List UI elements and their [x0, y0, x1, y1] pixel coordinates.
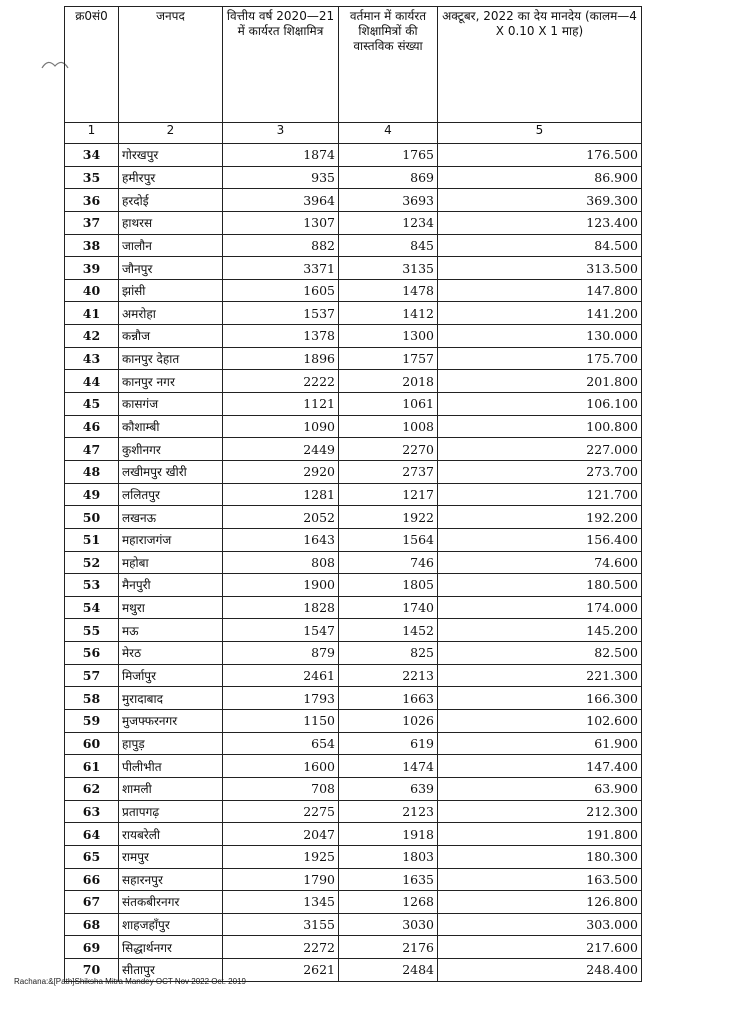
serial-number-cell: 64 — [65, 823, 119, 846]
payable-amount-cell: 145.200 — [438, 619, 642, 642]
table-row — [65, 325, 642, 348]
fy-teachers-cell: 3155 — [223, 913, 339, 936]
serial-number-cell: 45 — [65, 393, 119, 416]
serial-number-cell: 55 — [65, 619, 119, 642]
table-row — [65, 574, 642, 597]
serial-number-cell: 70 — [65, 959, 119, 982]
serial-number-cell: 41 — [65, 302, 119, 325]
fy-teachers-cell: 1600 — [223, 755, 339, 778]
district-cell: कौशाम्बी — [119, 415, 223, 438]
district-cell: कासगंज — [119, 393, 223, 416]
actual-teachers-cell: 1740 — [339, 596, 438, 619]
table-row — [65, 189, 642, 212]
payable-amount-cell: 273.700 — [438, 460, 642, 483]
district-cell: हमीरपुर — [119, 166, 223, 189]
table-row — [65, 415, 642, 438]
fy-teachers-cell: 1547 — [223, 619, 339, 642]
serial-number-cell: 57 — [65, 664, 119, 687]
header-fy-teachers: वित्तीय वर्ष 2020—21 में कार्यरत शिक्षामित्र — [223, 7, 339, 123]
fy-teachers-cell: 808 — [223, 551, 339, 574]
serial-number-cell: 35 — [65, 166, 119, 189]
column-number-row — [65, 123, 642, 144]
fy-teachers-cell: 1090 — [223, 415, 339, 438]
district-cell: प्रतापगढ़ — [119, 800, 223, 823]
table-row — [65, 845, 642, 868]
actual-teachers-cell: 1217 — [339, 483, 438, 506]
actual-teachers-cell: 1026 — [339, 710, 438, 733]
fy-teachers-cell: 708 — [223, 777, 339, 800]
payable-amount-cell: 63.900 — [438, 777, 642, 800]
actual-teachers-cell: 1922 — [339, 506, 438, 529]
payable-amount-cell: 180.300 — [438, 845, 642, 868]
fy-teachers-cell: 1925 — [223, 845, 339, 868]
fy-teachers-cell: 2275 — [223, 800, 339, 823]
payable-amount-cell: 212.300 — [438, 800, 642, 823]
district-cell: रामपुर — [119, 845, 223, 868]
payable-amount-cell: 141.200 — [438, 302, 642, 325]
payable-amount-cell: 163.500 — [438, 868, 642, 891]
serial-number-cell: 38 — [65, 234, 119, 257]
payable-amount-cell: 82.500 — [438, 642, 642, 665]
actual-teachers-cell: 1757 — [339, 347, 438, 370]
fy-teachers-cell: 935 — [223, 166, 339, 189]
serial-number-cell: 53 — [65, 574, 119, 597]
actual-teachers-cell: 1478 — [339, 279, 438, 302]
fy-teachers-cell: 1378 — [223, 325, 339, 348]
table-row — [65, 823, 642, 846]
district-cell: जालौन — [119, 234, 223, 257]
district-cell: लखनऊ — [119, 506, 223, 529]
table-row — [65, 528, 642, 551]
district-cell: शाहजहाँपुर — [119, 913, 223, 936]
payable-amount-cell: 248.400 — [438, 959, 642, 982]
actual-teachers-cell: 1234 — [339, 211, 438, 234]
payable-amount-cell: 100.800 — [438, 415, 642, 438]
district-cell: सीतापुर — [119, 959, 223, 982]
serial-number-cell: 61 — [65, 755, 119, 778]
payable-amount-cell: 191.800 — [438, 823, 642, 846]
district-cell: झांसी — [119, 279, 223, 302]
actual-teachers-cell: 1564 — [339, 528, 438, 551]
table-row — [65, 913, 642, 936]
district-cell: हाथरस — [119, 211, 223, 234]
fy-teachers-cell: 2920 — [223, 460, 339, 483]
table-row — [65, 370, 642, 393]
serial-number-cell: 65 — [65, 845, 119, 868]
payable-amount-cell: 217.600 — [438, 936, 642, 959]
actual-teachers-cell: 1008 — [339, 415, 438, 438]
fy-teachers-cell: 2621 — [223, 959, 339, 982]
table-row — [65, 596, 642, 619]
serial-number-cell: 56 — [65, 642, 119, 665]
fy-teachers-cell: 1828 — [223, 596, 339, 619]
serial-number-cell: 46 — [65, 415, 119, 438]
fy-teachers-cell: 3371 — [223, 257, 339, 280]
fy-teachers-cell: 2272 — [223, 936, 339, 959]
payable-amount-cell: 102.600 — [438, 710, 642, 733]
district-cell: कानपुर नगर — [119, 370, 223, 393]
payable-amount-cell: 61.900 — [438, 732, 642, 755]
column-number: 3 — [223, 123, 339, 144]
table-row — [65, 347, 642, 370]
table-row — [65, 755, 642, 778]
table-row — [65, 211, 642, 234]
district-cell: लखीमपुर खीरी — [119, 460, 223, 483]
actual-teachers-cell: 1805 — [339, 574, 438, 597]
serial-number-cell: 54 — [65, 596, 119, 619]
actual-teachers-cell: 639 — [339, 777, 438, 800]
fy-teachers-cell: 1121 — [223, 393, 339, 416]
table-body — [65, 144, 642, 982]
actual-teachers-cell: 1061 — [339, 393, 438, 416]
actual-teachers-cell: 3693 — [339, 189, 438, 212]
serial-number-cell: 51 — [65, 528, 119, 551]
fy-teachers-cell: 1643 — [223, 528, 339, 551]
table-row — [65, 144, 642, 167]
serial-number-cell: 34 — [65, 144, 119, 167]
payable-amount-cell: 221.300 — [438, 664, 642, 687]
payable-amount-cell: 84.500 — [438, 234, 642, 257]
column-number: 1 — [65, 123, 119, 144]
table-row — [65, 710, 642, 733]
district-cell: शामली — [119, 777, 223, 800]
actual-teachers-cell: 1663 — [339, 687, 438, 710]
serial-number-cell: 39 — [65, 257, 119, 280]
table-row — [65, 936, 642, 959]
district-cell: कन्नौज — [119, 325, 223, 348]
district-cell: कानपुर देहात — [119, 347, 223, 370]
district-cell: संतकबीरनगर — [119, 891, 223, 914]
table-row — [65, 891, 642, 914]
actual-teachers-cell: 2213 — [339, 664, 438, 687]
serial-number-cell: 37 — [65, 211, 119, 234]
fy-teachers-cell: 3964 — [223, 189, 339, 212]
actual-teachers-cell: 1412 — [339, 302, 438, 325]
table-row — [65, 257, 642, 280]
actual-teachers-cell: 825 — [339, 642, 438, 665]
payable-amount-cell: 74.600 — [438, 551, 642, 574]
district-cell: मिर्जापुर — [119, 664, 223, 687]
table-row — [65, 393, 642, 416]
header-actual-teachers: वर्तमान में कार्यरत शिक्षामित्रों की वास्तविक संख्या — [339, 7, 438, 123]
payable-amount-cell: 175.700 — [438, 347, 642, 370]
table-row — [65, 642, 642, 665]
header-sno: क्र0सं0 — [65, 7, 119, 123]
actual-teachers-cell: 3135 — [339, 257, 438, 280]
serial-number-cell: 42 — [65, 325, 119, 348]
serial-number-cell: 48 — [65, 460, 119, 483]
district-cell: हापुड़ — [119, 732, 223, 755]
payable-amount-cell: 313.500 — [438, 257, 642, 280]
payable-amount-cell: 201.800 — [438, 370, 642, 393]
fy-teachers-cell: 1345 — [223, 891, 339, 914]
payable-amount-cell: 227.000 — [438, 438, 642, 461]
actual-teachers-cell: 2270 — [339, 438, 438, 461]
serial-number-cell: 52 — [65, 551, 119, 574]
district-cell: पीलीभीत — [119, 755, 223, 778]
district-cell: सिद्धार्थनगर — [119, 936, 223, 959]
actual-teachers-cell: 1803 — [339, 845, 438, 868]
table-row — [65, 777, 642, 800]
district-cell: अमरोहा — [119, 302, 223, 325]
serial-number-cell: 58 — [65, 687, 119, 710]
payable-amount-cell: 192.200 — [438, 506, 642, 529]
actual-teachers-cell: 619 — [339, 732, 438, 755]
fy-teachers-cell: 1150 — [223, 710, 339, 733]
actual-teachers-cell: 3030 — [339, 913, 438, 936]
district-cell: मुजफ्फरनगर — [119, 710, 223, 733]
actual-teachers-cell: 2737 — [339, 460, 438, 483]
serial-number-cell: 36 — [65, 189, 119, 212]
serial-number-cell: 43 — [65, 347, 119, 370]
fy-teachers-cell: 2222 — [223, 370, 339, 393]
district-cell: मेरठ — [119, 642, 223, 665]
district-cell: कुशीनगर — [119, 438, 223, 461]
honorarium-table — [64, 6, 642, 982]
fy-teachers-cell: 1874 — [223, 144, 339, 167]
table-row — [65, 506, 642, 529]
payable-amount-cell: 174.000 — [438, 596, 642, 619]
table-row — [65, 166, 642, 189]
payable-amount-cell: 180.500 — [438, 574, 642, 597]
payable-amount-cell: 166.300 — [438, 687, 642, 710]
column-number: 5 — [438, 123, 642, 144]
fy-teachers-cell: 654 — [223, 732, 339, 755]
district-cell: ललितपुर — [119, 483, 223, 506]
payable-amount-cell: 130.000 — [438, 325, 642, 348]
serial-number-cell: 44 — [65, 370, 119, 393]
payable-amount-cell: 106.100 — [438, 393, 642, 416]
serial-number-cell: 66 — [65, 868, 119, 891]
payable-amount-cell: 369.300 — [438, 189, 642, 212]
actual-teachers-cell: 1918 — [339, 823, 438, 846]
table-row — [65, 551, 642, 574]
actual-teachers-cell: 845 — [339, 234, 438, 257]
serial-number-cell: 50 — [65, 506, 119, 529]
district-cell: महोबा — [119, 551, 223, 574]
actual-teachers-cell: 2018 — [339, 370, 438, 393]
serial-number-cell: 60 — [65, 732, 119, 755]
payable-amount-cell: 147.800 — [438, 279, 642, 302]
serial-number-cell: 62 — [65, 777, 119, 800]
serial-number-cell: 59 — [65, 710, 119, 733]
district-cell: महाराजगंज — [119, 528, 223, 551]
district-cell: मुरादाबाद — [119, 687, 223, 710]
payable-amount-cell: 86.900 — [438, 166, 642, 189]
serial-number-cell: 63 — [65, 800, 119, 823]
actual-teachers-cell: 746 — [339, 551, 438, 574]
serial-number-cell: 49 — [65, 483, 119, 506]
fy-teachers-cell: 1896 — [223, 347, 339, 370]
table-row — [65, 460, 642, 483]
serial-number-cell: 68 — [65, 913, 119, 936]
serial-number-cell: 40 — [65, 279, 119, 302]
actual-teachers-cell: 1765 — [339, 144, 438, 167]
district-cell: गोरखपुर — [119, 144, 223, 167]
serial-number-cell: 47 — [65, 438, 119, 461]
payable-amount-cell: 147.400 — [438, 755, 642, 778]
actual-teachers-cell: 2176 — [339, 936, 438, 959]
fy-teachers-cell: 1537 — [223, 302, 339, 325]
district-cell: रायबरेली — [119, 823, 223, 846]
fy-teachers-cell: 2461 — [223, 664, 339, 687]
district-cell: जौनपुर — [119, 257, 223, 280]
district-cell: मऊ — [119, 619, 223, 642]
payable-amount-cell: 176.500 — [438, 144, 642, 167]
district-cell: मथुरा — [119, 596, 223, 619]
payable-amount-cell: 123.400 — [438, 211, 642, 234]
payable-amount-cell: 126.800 — [438, 891, 642, 914]
header-district: जनपद — [119, 7, 223, 123]
fy-teachers-cell: 1900 — [223, 574, 339, 597]
actual-teachers-cell: 1300 — [339, 325, 438, 348]
fy-teachers-cell: 882 — [223, 234, 339, 257]
fy-teachers-cell: 2052 — [223, 506, 339, 529]
header-payable: अक्टूबर, 2022 का देय मानदेय (कालम—4 X 0.10 X 1 माह) — [438, 7, 642, 123]
actual-teachers-cell: 1452 — [339, 619, 438, 642]
table-row — [65, 234, 642, 257]
table-row — [65, 664, 642, 687]
column-number: 2 — [119, 123, 223, 144]
table-row — [65, 687, 642, 710]
column-number: 4 — [339, 123, 438, 144]
actual-teachers-cell: 1635 — [339, 868, 438, 891]
payable-amount-cell: 303.000 — [438, 913, 642, 936]
footer-path: Rachana:&[Path]Shiksha Mitra Mandey OCT Nov 2022 Oct. 2019 — [14, 977, 246, 986]
fy-teachers-cell: 2047 — [223, 823, 339, 846]
table-row — [65, 868, 642, 891]
serial-number-cell: 69 — [65, 936, 119, 959]
fy-teachers-cell: 1307 — [223, 211, 339, 234]
actual-teachers-cell: 2123 — [339, 800, 438, 823]
serial-number-cell: 67 — [65, 891, 119, 914]
table-row — [65, 438, 642, 461]
fy-teachers-cell: 1793 — [223, 687, 339, 710]
actual-teachers-cell: 2484 — [339, 959, 438, 982]
payable-amount-cell: 156.400 — [438, 528, 642, 551]
actual-teachers-cell: 869 — [339, 166, 438, 189]
table-row — [65, 302, 642, 325]
fy-teachers-cell: 879 — [223, 642, 339, 665]
table-row — [65, 279, 642, 302]
table-row — [65, 800, 642, 823]
payable-amount-cell: 121.700 — [438, 483, 642, 506]
fy-teachers-cell: 1790 — [223, 868, 339, 891]
actual-teachers-cell: 1474 — [339, 755, 438, 778]
header-row — [65, 7, 642, 123]
district-cell: मैनपुरी — [119, 574, 223, 597]
actual-teachers-cell: 1268 — [339, 891, 438, 914]
district-cell: हरदोई — [119, 189, 223, 212]
table-row — [65, 732, 642, 755]
fy-teachers-cell: 2449 — [223, 438, 339, 461]
district-cell: सहारनपुर — [119, 868, 223, 891]
fy-teachers-cell: 1605 — [223, 279, 339, 302]
table-row — [65, 619, 642, 642]
table-row — [65, 483, 642, 506]
fy-teachers-cell: 1281 — [223, 483, 339, 506]
